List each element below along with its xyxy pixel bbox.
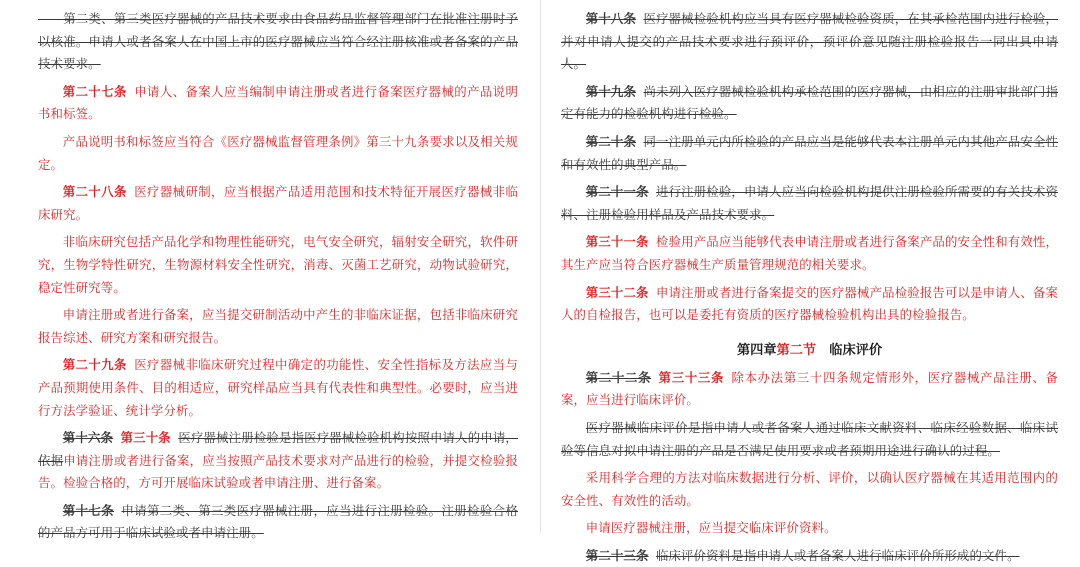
deleted-text: 医疗器械检验机构应当具有医疗器械检验资质，在其承检范围内进行检验，并对申请人提交的产品技术要求进行预评价，预评价意见随注册检验报告一同出具申请人。 — [561, 11, 1058, 72]
article-paragraph — [38, 354, 518, 422]
inserted-text: 检验用产品应当能够代表申请注册或者进行备案产品的安全性和有效性，其生产应当符合医疗器械生产质量管理规范的相关要求。 — [561, 234, 1058, 272]
article-paragraph — [561, 417, 1058, 462]
section-heading — [561, 339, 1058, 363]
article-paragraph — [561, 467, 1058, 512]
article-number: 第二十一条 — [585, 184, 649, 200]
article-number: 第十六条 — [62, 430, 114, 446]
article-number: 第二十九条 — [62, 357, 127, 373]
deleted-text: 临床评价资料是指申请人或者备案人进行临床评价所形成的文件。 — [655, 547, 1020, 563]
article-paragraph — [561, 282, 1058, 327]
deleted-text: 进行注册检验，申请人应当向检验机构提供注册检验所需要的有关技术资料、注册检验用样品及产品技术要求。 — [561, 184, 1058, 222]
article-number: 第三十一条 — [585, 234, 649, 250]
article-number: 第三十三条 — [658, 369, 725, 385]
inserted-text: 医疗器械研制，应当根据产品适用范围和技术特征开展医疗器械非临床研究。 — [38, 184, 519, 222]
right-page — [541, 0, 1080, 563]
inserted-text: 采用科学合理的方法对临床数据进行分析、评价，以确认医疗器械在其适用范围内的安全性、有效性的活动。 — [561, 470, 1058, 508]
article-paragraph — [38, 181, 518, 226]
deleted-text: 尚未列入医疗器械检验机构承检范围的医疗器械，由相应的注册审批部门指定有能力的检验机构进行检验。 — [561, 83, 1058, 122]
deleted-text: 同一注册单元内所检验的产品应当是能够代表本注册单元内其他产品安全性和有效性的典型产品。 — [561, 133, 1058, 172]
article-paragraph — [561, 545, 1058, 567]
article-paragraph — [38, 231, 518, 299]
article-paragraph — [561, 231, 1058, 276]
article-paragraph — [38, 8, 518, 76]
article-paragraph — [561, 367, 1058, 412]
article-paragraph — [561, 131, 1058, 176]
article-paragraph — [561, 8, 1058, 76]
deleted-text: 申请第二类、第三类医疗器械注册，应当进行注册检验。注册检验合格的产品方可用于临床试验或者申请注册。 — [38, 502, 518, 541]
article-number: 第二十七条 — [62, 83, 127, 99]
inserted-text: 非临床研究包括产品化学和物理性能研究，电气安全研究，辐射安全研究，软件研究，生物学特性研究，生物源材料安全性研究，消毒、灭菌工艺研究，动物试验研究，稳定性研究等。 — [38, 234, 518, 295]
article-number: 第二十二条 — [585, 369, 652, 385]
article-number: 第十七条 — [62, 502, 114, 518]
article-number: 第十八条 — [585, 11, 637, 26]
article-number: 第二十三条 — [585, 547, 649, 563]
inserted-text: 申请注册或者进行备案，应当提交研制活动中产生的非临床证据，包括非临床研究报告综述、研究方案和研究报告。 — [38, 307, 518, 345]
article-paragraph — [38, 81, 518, 126]
article-number: 第二十八条 — [62, 184, 127, 200]
inserted-text: 医疗器械非临床研究过程中确定的功能性、安全性指标及方法应当与产品预期使用条件、目的相适应，研究样品应当具有代表性和典型性。必要时，应当进行方法学验证、统计学分析。 — [38, 357, 519, 418]
article-number: 第二十条 — [585, 133, 637, 149]
article-paragraph — [561, 81, 1058, 126]
article-number: 第三十条 — [120, 430, 171, 446]
article-paragraph — [38, 304, 518, 349]
article-number: 第三十二条 — [585, 284, 649, 300]
article-number: 第十九条 — [585, 83, 637, 99]
inserted-text: 产品说明书和标签应当符合《医疗器械监督管理条例》第三十九条要求以及相关规定。 — [38, 133, 518, 172]
deleted-text: 第二类、第三类医疗器械的产品技术要求由食品药品监督管理部门在批准注册时予以核准。申请人或者备案人在中国上市的医疗器械应当符合经注册核准或者备案的产品技术要求。 — [38, 11, 518, 72]
inserted-text: 申请人、备案人应当编制申请注册或者进行备案医疗器械的产品说明书和标签。 — [38, 83, 519, 122]
deleted-text: 医疗器械临床评价是指申请人或者备案人通过临床文献资料、临床经验数据、临床试验等信息对拟申请注册的产品是否满足使用要求或者预期用途进行确认的过程。 — [561, 419, 1058, 458]
inserted-text: 除本办法第三十四条规定情形外，医疗器械产品注册、备案，应当进行临床评价。 — [561, 369, 1059, 408]
article-paragraph — [561, 517, 1058, 540]
heading-mid: 第二节 — [776, 342, 817, 358]
article-paragraph — [38, 500, 518, 545]
article-paragraph — [38, 427, 518, 495]
article-paragraph — [38, 131, 518, 176]
heading-suffix: 临床评价 — [816, 342, 883, 358]
deleted-text: 医疗器械注册检验是指医疗器械检验机构按照申请人的申请，依据 — [38, 430, 518, 468]
article-paragraph — [561, 181, 1058, 226]
inserted-text: 申请注册或者进行备案提交的医疗器械产品检验报告可以是申请人、备案人的自检报告，也可以是委托有资质的医疗器械检验机构出具的检验报告。 — [561, 284, 1058, 323]
heading-prefix: 第四章 — [736, 342, 777, 358]
left-page — [0, 0, 540, 541]
inserted-text: 申请注册或者进行备案，应当按照产品技术要求对产品进行的检验，并提交检验报告。检验合格的，方可开展临床试验或者申请注册、进行备案。 — [38, 452, 518, 491]
inserted-text: 申请医疗器械注册，应当提交临床评价资料。 — [585, 520, 837, 536]
